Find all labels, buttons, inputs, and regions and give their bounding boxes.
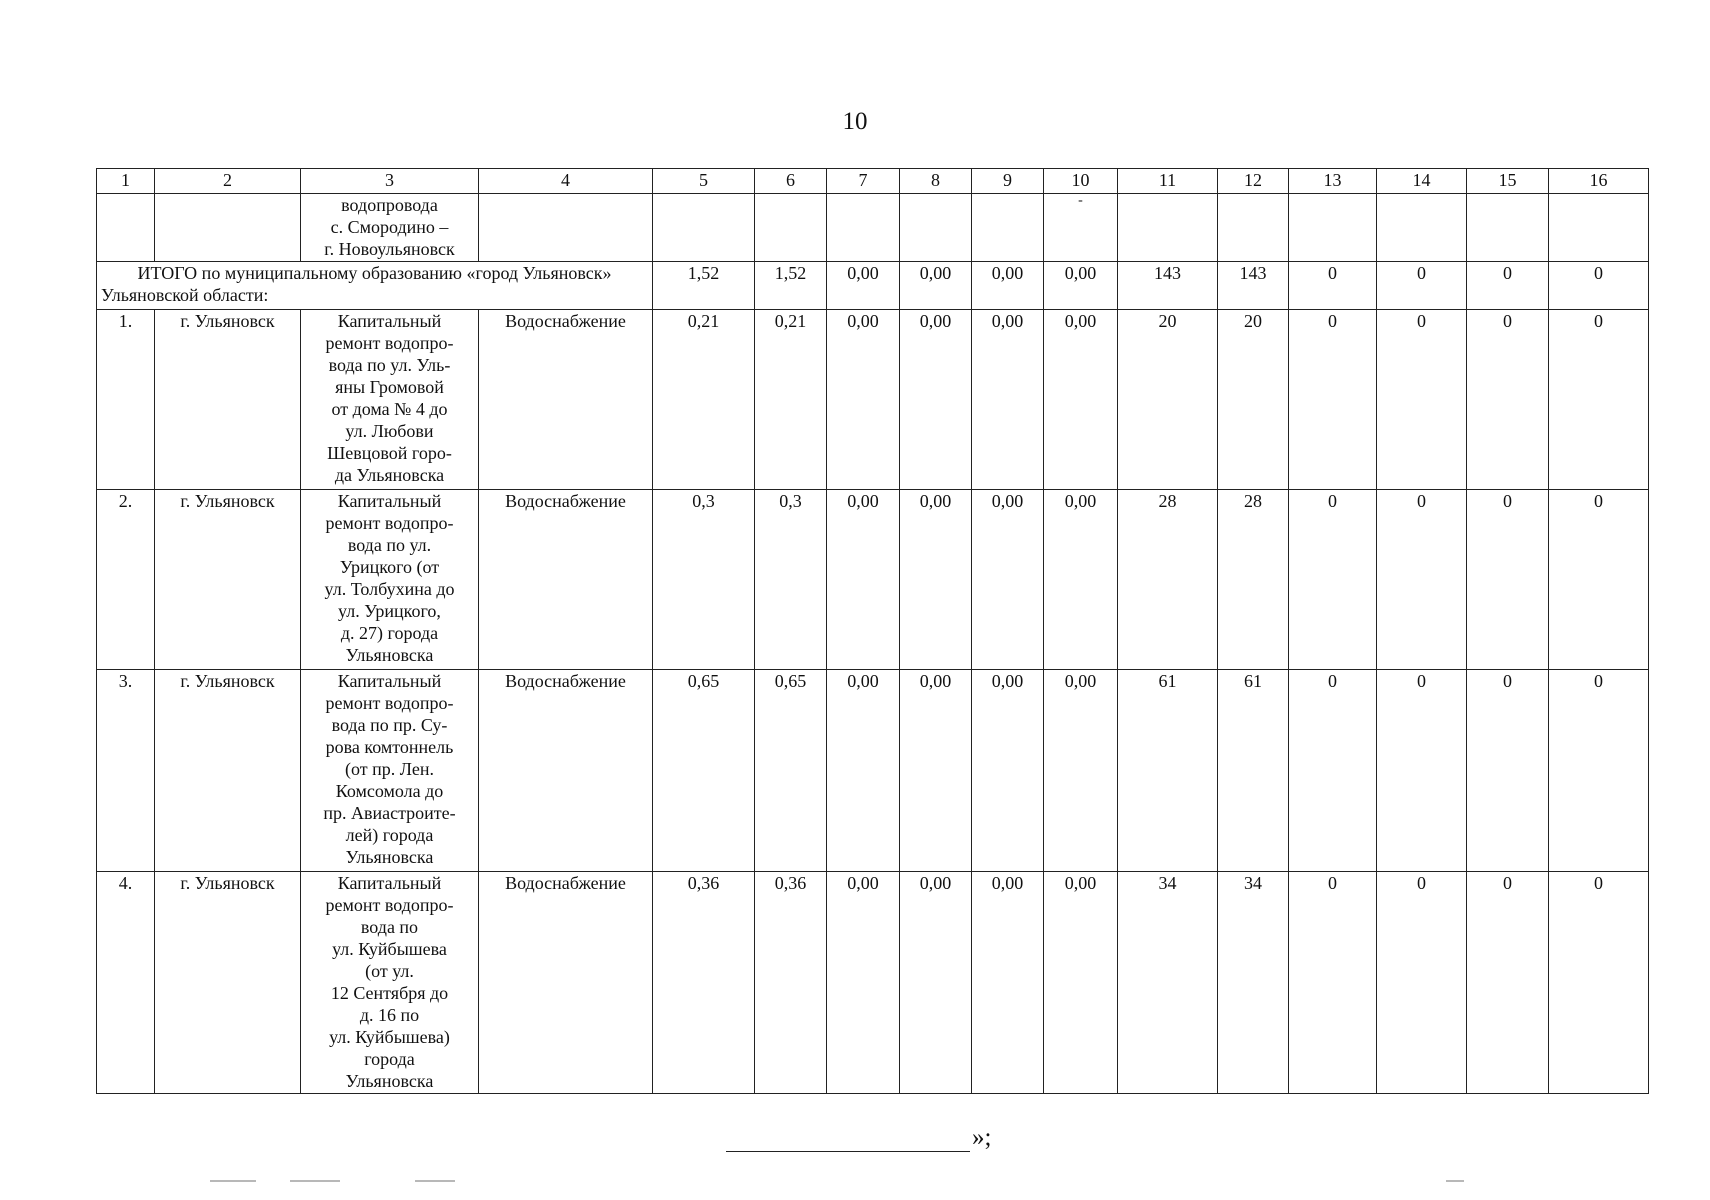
value-cell: 20	[1218, 310, 1289, 490]
value-cell: 0	[1289, 872, 1377, 1094]
page-number: 10	[842, 108, 868, 135]
cell	[155, 194, 301, 262]
project-name-cell: Капитальный ремонт водопро- вода по ул. Уль- яны Громовой от дома № 4 до ул. Любови Шевцовой горо- да Ульяновска	[301, 310, 479, 490]
total-row	[97, 262, 1649, 310]
value-cell: 0	[1289, 262, 1377, 310]
cell	[827, 194, 900, 262]
value-cell: 0,00	[827, 310, 900, 490]
value-cell: 0,00	[1044, 490, 1118, 670]
value-cell: 0	[1377, 872, 1467, 1094]
cell	[97, 194, 155, 262]
signature-line	[726, 1129, 970, 1152]
value-cell: 1,52	[653, 262, 755, 310]
closing-quote: »;	[972, 1124, 992, 1151]
dash-mark: -	[1078, 193, 1083, 208]
column-header: 13	[1289, 169, 1377, 194]
column-header: 15	[1467, 169, 1549, 194]
type-cell: Водоснабжение	[479, 670, 653, 872]
table-row	[97, 490, 1649, 670]
value-cell: 0,65	[653, 670, 755, 872]
value-cell: 0,21	[755, 310, 827, 490]
value-cell: 0	[1377, 310, 1467, 490]
value-cell: 0,3	[755, 490, 827, 670]
value-cell: 0	[1549, 310, 1649, 490]
value-cell: 0,36	[653, 872, 755, 1094]
value-cell: 0,3	[653, 490, 755, 670]
type-cell: Водоснабжение	[479, 310, 653, 490]
column-header: 2	[155, 169, 301, 194]
value-cell: 0,00	[972, 490, 1044, 670]
value-cell: 0	[1377, 670, 1467, 872]
value-cell: 28	[1218, 490, 1289, 670]
value-cell: 0	[1377, 262, 1467, 310]
value-cell: 0,00	[900, 310, 972, 490]
column-header: 4	[479, 169, 653, 194]
city-cell: г. Ульяновск	[155, 490, 301, 670]
value-cell: 0	[1467, 490, 1549, 670]
value-cell: 0	[1377, 490, 1467, 670]
value-cell: 0,00	[900, 872, 972, 1094]
value-cell: 0,00	[900, 262, 972, 310]
column-header: 3	[301, 169, 479, 194]
cell	[653, 194, 755, 262]
value-cell: 0,00	[972, 262, 1044, 310]
column-header: 12	[1218, 169, 1289, 194]
type-cell: Водоснабжение	[479, 490, 653, 670]
value-cell: 143	[1118, 262, 1218, 310]
column-number-row	[97, 169, 1649, 194]
cell	[1118, 194, 1218, 262]
column-header: 6	[755, 169, 827, 194]
type-cell: Водоснабжение	[479, 872, 653, 1094]
value-cell: 20	[1118, 310, 1218, 490]
value-cell: 143	[1218, 262, 1289, 310]
value-cell: 0	[1467, 262, 1549, 310]
value-cell: 0	[1467, 872, 1549, 1094]
row-number: 3.	[97, 670, 155, 872]
column-header: 16	[1549, 169, 1649, 194]
cell	[755, 194, 827, 262]
value-cell: 61	[1218, 670, 1289, 872]
value-cell: 0,00	[827, 670, 900, 872]
table-row	[97, 310, 1649, 490]
value-cell: 0,00	[972, 310, 1044, 490]
cell	[1377, 194, 1467, 262]
row-number: 4.	[97, 872, 155, 1094]
cell	[479, 194, 653, 262]
column-header: 10	[1044, 169, 1118, 194]
value-cell: 0	[1289, 670, 1377, 872]
table-row	[97, 670, 1649, 872]
scan-artifact	[290, 1180, 340, 1182]
value-cell: 28	[1118, 490, 1218, 670]
row-number: 1.	[97, 310, 155, 490]
cell	[1044, 194, 1118, 262]
city-cell: г. Ульяновск	[155, 670, 301, 872]
value-cell: 0	[1467, 310, 1549, 490]
value-cell: 34	[1218, 872, 1289, 1094]
cell	[900, 194, 972, 262]
value-cell: 0,00	[972, 872, 1044, 1094]
cell	[1289, 194, 1377, 262]
value-cell: 0,00	[1044, 670, 1118, 872]
project-name-cell: Капитальный ремонт водопро- вода по пр. Су- рова комтоннель (от пр. Лен. Комсомола до пр. Авиастроите- лей) города Ульяновска	[301, 670, 479, 872]
column-header: 14	[1377, 169, 1467, 194]
investment-program-table	[96, 168, 1649, 1094]
value-cell: 0,00	[972, 670, 1044, 872]
total-label: ИТОГО по муниципальному образованию «город Ульяновск» Ульяновской области:	[97, 262, 653, 310]
cell	[1467, 194, 1549, 262]
value-cell: 0	[1549, 872, 1649, 1094]
value-cell: 0	[1549, 670, 1649, 872]
value-cell: 0,00	[1044, 262, 1118, 310]
value-cell: 0,00	[1044, 872, 1118, 1094]
project-name-cell: водопровода с. Смородино – г. Новоульяновск	[301, 194, 479, 262]
scan-artifact	[1446, 1180, 1464, 1182]
value-cell: 0	[1549, 262, 1649, 310]
value-cell: 0,00	[827, 872, 900, 1094]
scan-artifact	[210, 1180, 256, 1182]
value-cell: 0,00	[900, 670, 972, 872]
value-cell: 0,00	[827, 262, 900, 310]
cell	[972, 194, 1044, 262]
column-header: 9	[972, 169, 1044, 194]
closing-mark	[726, 1124, 991, 1152]
value-cell: 0,21	[653, 310, 755, 490]
column-header: 8	[900, 169, 972, 194]
column-header: 7	[827, 169, 900, 194]
city-cell: г. Ульяновск	[155, 310, 301, 490]
row-number: 2.	[97, 490, 155, 670]
value-cell: 0,00	[827, 490, 900, 670]
value-cell: 0	[1289, 490, 1377, 670]
column-header: 1	[97, 169, 155, 194]
value-cell: 0,65	[755, 670, 827, 872]
column-header: 5	[653, 169, 755, 194]
value-cell: 0	[1467, 670, 1549, 872]
value-cell: 0,00	[900, 490, 972, 670]
city-cell: г. Ульяновск	[155, 872, 301, 1094]
cell	[1218, 194, 1289, 262]
value-cell: 1,52	[755, 262, 827, 310]
value-cell: 0	[1549, 490, 1649, 670]
value-cell: 61	[1118, 670, 1218, 872]
cell	[1549, 194, 1649, 262]
continuation-row	[97, 194, 1649, 262]
project-name-cell: Капитальный ремонт водопро- вода по ул. Куйбышева (от ул. 12 Сентября до д. 16 по ул. Куйбышева) города Ульяновска	[301, 872, 479, 1094]
value-cell: 34	[1118, 872, 1218, 1094]
value-cell: 0,00	[1044, 310, 1118, 490]
table-row	[97, 872, 1649, 1094]
value-cell: 0	[1289, 310, 1377, 490]
project-name-cell: Капитальный ремонт водопро- вода по ул. Урицкого (от ул. Толбухина до ул. Урицкого, д. 27) города Ульяновска	[301, 490, 479, 670]
column-header: 11	[1118, 169, 1218, 194]
scan-artifact	[415, 1180, 455, 1182]
value-cell: 0,36	[755, 872, 827, 1094]
